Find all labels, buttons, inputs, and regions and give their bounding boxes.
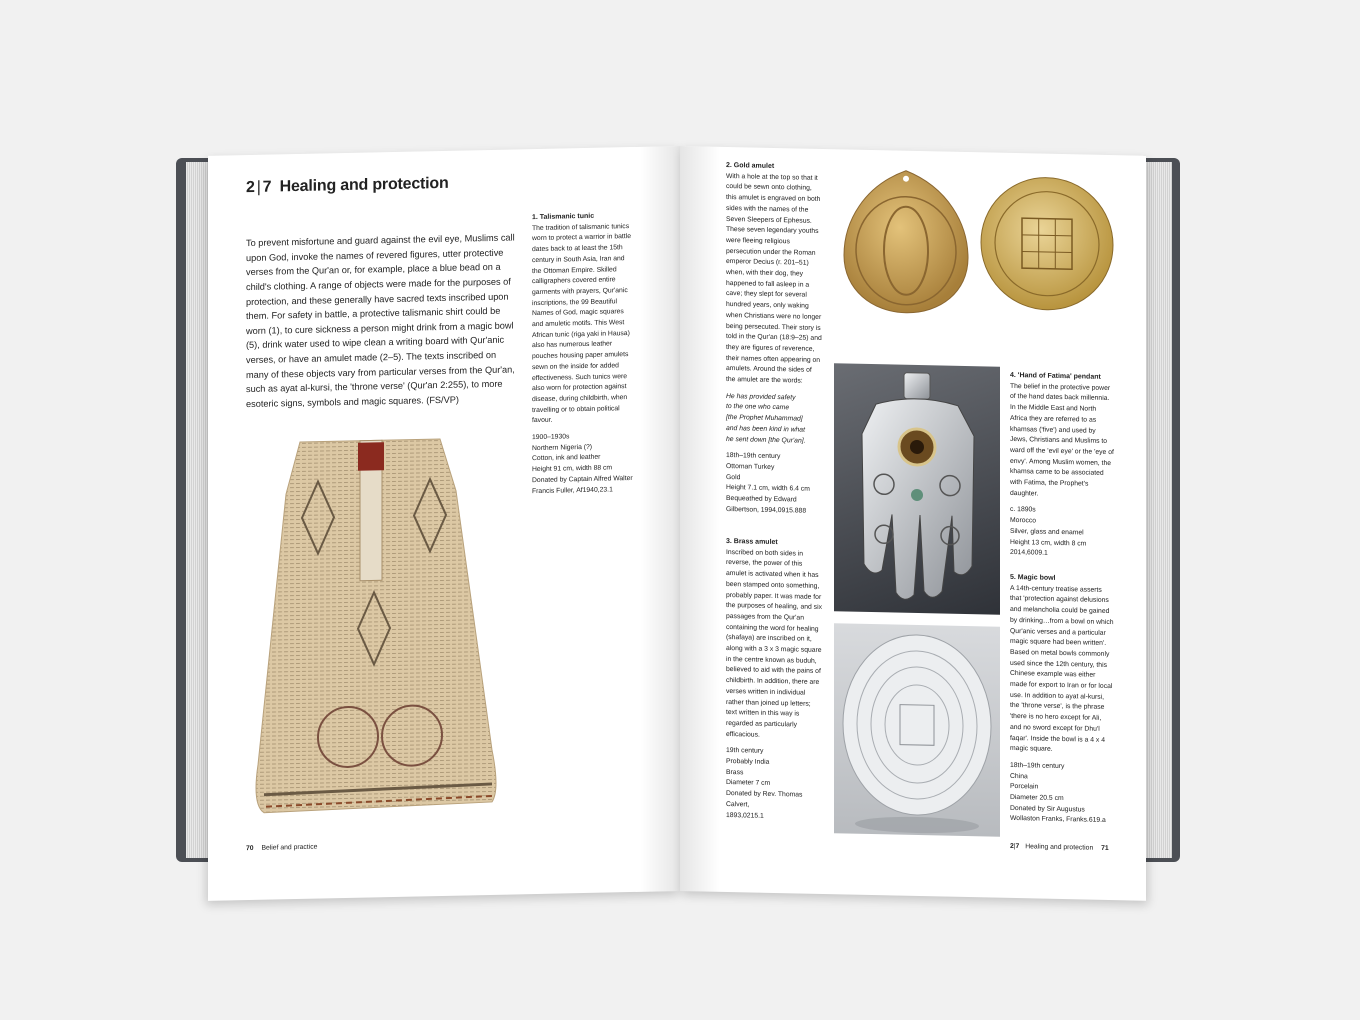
caption-heading: 4. 'Hand of Fatima' pendant	[1010, 371, 1101, 381]
meta-line: Height 7.1 cm, width 6.4 cm	[726, 484, 810, 494]
gold-amulet-front-image	[840, 165, 972, 318]
meta-line: Cotton, ink and leather	[532, 454, 601, 463]
meta-line: Gilbertson, 1994,0915.888	[726, 505, 807, 515]
meta-line: Height 13 cm, width 8 cm	[1010, 538, 1087, 548]
meta-line: China	[1010, 772, 1028, 780]
caption-text: The tradition of talismanic tunics worn to protect a warrior in battle dates back to at least the 15th century in South Asia, Iran and the Ottoman Empire. Skilled calligraphers covered entire garments with prayers, Qur'anic inscriptions, the 99 Beautiful Names of God, magic squares and amuletic motifs. This West African tunic (riga yaki in Hausa) also has numerous leather pouches housing paper amulets sewn on the inside for added effectiveness. Such tunics were also worn for protection against disease, during childbirth, when travelling or to obtain political favour.	[532, 222, 631, 425]
caption-meta	[1010, 761, 1114, 827]
hand-of-fatima-pendant-image	[834, 363, 1000, 614]
caption-heading: 5. Magic bowl	[1010, 573, 1056, 582]
gutter-shadow	[680, 146, 720, 892]
quote-line: and has been kind in what	[726, 424, 805, 434]
left-footer-section: Belief and practice	[261, 843, 318, 852]
meta-line: Wollaston Franks, Franks.619.a	[1010, 815, 1106, 825]
meta-line: Probably India	[726, 758, 770, 766]
footer-chapter-sub: 7	[1015, 843, 1020, 851]
meta-line: Gold	[726, 473, 741, 481]
caption-meta	[1010, 505, 1114, 561]
caption-text: Inscribed on both sides in reverse, the power of this amulet is activated when it has been stamped onto something, probably paper. It was made for the purposes of healing, and six passages from the Qur'an containing the word for healing (shafaya) are inscribed on it, along with a 3 x 3 magic square in the centre known as buduh, believed to aid with the pains of childbirth. In addition, there are verses written in individual rather than joined up letters; text written in this way is regarded as particularly efficacious.	[726, 548, 822, 739]
left-footer	[246, 844, 317, 852]
caption-magic-bowl	[1010, 573, 1114, 827]
caption-talismanic-tunic	[532, 211, 634, 497]
brass-amulet-image	[978, 172, 1116, 315]
footer-chapter-number: 2	[1010, 842, 1014, 850]
quote-line: [the Prophet Muhammad]	[726, 414, 803, 423]
meta-line: 19th century	[726, 747, 764, 756]
meta-line: Height 91 cm, width 88 cm	[532, 464, 613, 474]
meta-line: Diameter 7 cm	[726, 779, 771, 788]
quote-line: to the one who came	[726, 403, 790, 412]
right-footer-section: Healing and protection	[1025, 843, 1094, 852]
meta-line: Donated by Captain Alfred Walter	[532, 474, 633, 484]
quote-line: he sent down [the Qur'an].	[726, 435, 806, 445]
caption-meta	[532, 431, 634, 497]
meta-line: Bequeathed by Edward	[726, 495, 797, 504]
page-edges-right	[1146, 162, 1172, 858]
meta-line: Brass	[726, 768, 744, 777]
caption-gold-amulet	[726, 161, 822, 518]
caption-text: The belief in the protective power of the hand dates back millennia. In the Middle East and North Africa they are referred to as khamsas ('five') and used by Jews, Christians and Muslims to ward off the 'evil eye' or the 'eye of envy'. Among Muslim women, the khamsa came to be associated with Fatima, the Prophet's daughter.	[1010, 382, 1114, 498]
meta-line: Porcelain	[1010, 783, 1039, 791]
right-page	[680, 146, 1146, 901]
caption-heading: 3. Brass amulet	[726, 537, 778, 547]
caption-brass-amulet	[726, 537, 822, 823]
chapter-number: 2	[246, 178, 255, 197]
left-page-number: 70	[246, 844, 254, 853]
caption-heading: 1. Talismanic tunic	[532, 212, 595, 222]
meta-line: 1893,0215.1	[726, 811, 764, 820]
meta-line: 2014,6009.1	[1010, 549, 1048, 557]
left-page	[208, 146, 680, 901]
caption-quote	[726, 392, 822, 448]
hamsa-icon	[834, 363, 1000, 614]
bowl-icon	[834, 623, 1000, 836]
meta-line: Silver, glass and enamel	[1010, 527, 1084, 537]
chapter-title: Healing and protection	[279, 174, 449, 196]
meta-line: Morocco	[1010, 517, 1037, 525]
intro-paragraph: To prevent misfortune and guard against the evil eye, Muslims call upon God, invoke the names of revered figures, utter protective verses from the Qur'an or, for example, place a blue bead on a child's clothing. A range of objects were made for the purposes of protection, and these generally have sacred texts inscribed upon them. For safety in battle, a protective talismanic shirt could be worn (1), to cure sickness a person might drink from a magic bowl (5), drink water used to wipe clean a writing board with Qur'anic verses, or have an amulet made (2–5). The texts inscribed on many of these objects vary from particular verses from the Qur'an, such as ayat al-kursi, the 'throne verse' (Qur'an 2:255), to more esoteric signs, symbols and magic squares. (FS/VP)	[246, 232, 515, 409]
meta-line: 18th–19th century	[726, 452, 781, 461]
meta-line: Northern Nigeria (?)	[532, 443, 593, 452]
right-footer: 2|7 Healing and protection 71	[1010, 842, 1109, 852]
meta-line: Donated by Sir Augustus	[1010, 804, 1085, 814]
meta-line: Diameter 20.5 cm	[1010, 793, 1064, 803]
meta-line: Ottoman Turkey	[726, 462, 775, 471]
magic-bowl-image	[834, 623, 1000, 836]
talismanic-tunic-image	[230, 429, 520, 825]
caption-heading: 2. Gold amulet	[726, 161, 775, 170]
right-page-number: 71	[1101, 844, 1109, 852]
chapter-sub: 7	[262, 178, 272, 196]
caption-meta	[726, 746, 822, 823]
caption-meta	[726, 451, 822, 517]
meta-line: Donated by Rev. Thomas Calvert,	[726, 790, 803, 809]
quote-line: He has provided safety	[726, 392, 796, 402]
gutter-shadow	[640, 146, 680, 892]
chapter-heading: 2 | 7 Healing and protection	[246, 174, 449, 197]
meta-line: c. 1890s	[1010, 506, 1036, 514]
meta-line: 18th–19th century	[1010, 761, 1065, 771]
meta-line: 1900–1930s	[532, 433, 570, 442]
caption-text: A 14th-century treatise asserts that 'protection against delusions and melancholia could be gained by drinking…from a bowl on which Qur'anic verses and a particular magic square had been written'. Based on metal bowls commonly used since the 12th century, this Chinese example was either made for export to Iran or for local use. In addition to ayat al-kursi, the 'throne verse', is the phrase 'there is no hero except for Ali, and no sword except for Dhu'l faqar'. Inside the bowl is a 4 x 4 magic square.	[1010, 584, 1114, 754]
caption-hand-of-fatima	[1010, 371, 1114, 561]
caption-text: With a hole at the top so that it could be sewn onto clothing, this amulet is engraved on both sides with the names of the Seven Sleepers of Ephesus. These seven legendary youths were fleeing religious persecution under the Roman emperor Decius (r. 201–51) when, with their dog, they happened to fall asleep in a cave; they slept for several hundred years, only waking when Christians were no longer being persecuted. Their story is told in the Qur'an (18:9–25) and they are figures of reverence, their names often appearing on amulets. Around the sides of the amulet are the words:	[726, 172, 822, 385]
meta-line: Francis Fuller, Af1940,23.1	[532, 485, 613, 495]
